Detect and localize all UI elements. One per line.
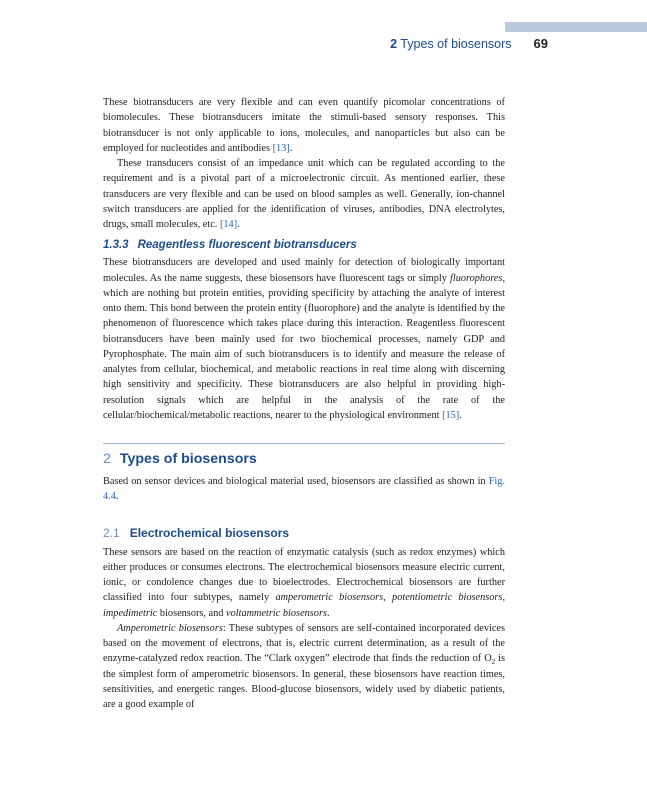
subsection-title: Reagentless fluorescent biotransducers: [137, 239, 357, 252]
subsection-number: 1.3.3: [103, 239, 129, 252]
subsection-heading: [103, 238, 505, 252]
section-title: Types of biosensors: [119, 451, 257, 467]
paragraph: These biotransducers are very flexible and can even quantify picomolar concentrations of biomolecules. These biotransducers imitate the stimuli-based sensory responses. This biotransducer is not only applicable to ions, molecules, and nanoparticles but also can be employed for nucleotides and antibodies [13].: [103, 97, 505, 154]
chapter-title: Types of biosensors: [400, 37, 512, 51]
citation-link[interactable]: [14]: [219, 219, 238, 230]
paragraph: Based on sensor devices and biological material used, biosensors are classified as shown in Fig. 4.4.: [103, 476, 505, 503]
paragraph: These biotransducers are developed and used mainly for detection of biologically important molecules. As the name suggests, these biosensors have fluorescent tags or simply fluorophores, which are nothing but protein entities, providing specificity by attaching the analyte of interest onto them. This bond between the protein entity (fluorophore) and the analyte is identified by the phenomenon of fluorescence which takes place during this interaction. Reagentless fluorescent biotransducers have been mainly used for two biochemical processes, namely GDP and Pyrophosphate. The main aim of such biotransducers is to identify and measure the release of analytes from cellular, biochemical, and metabolic reactions in real time along with discerning high sensitivity and specificity. These biotransducers are also helpful in providing high-resolution signals which are helpful in the analysis of the rate of the cellular/biochemical/metabolic reactions, nearer to the physiological environment [15].: [103, 257, 506, 421]
italic-term: potentiometric biosensors: [392, 592, 503, 604]
paragraph-text: is the simplest form of amperometric biosensors. In general, these biosensors have reaction times, sensitivities, and energetic ranges. Blood-glucose biosensors, widely used by diabetic patients, are a good example of: [103, 653, 505, 710]
chapter-number: 2: [390, 37, 398, 51]
italic-term: voltammetric biosensors: [226, 607, 327, 619]
paragraph-text: , which are nothing but protein entities, providing specificity by attaching the analyte of interest onto them. This bond between the protein entity (fluorophore) and the analyte is identified by the phenomenon of fluorescence which takes place during this interaction. Reagentless fluorescent biotransducers have been mainly used for two biochemical processes, namely GDP and Pyrophosphate. The main aim of such biotransducers is to identify and measure the release of analytes from cellular, biochemical, and metabolic reactions in real time along with discerning high sensitivity and specificity. These biotransducers are also helpful in providing high-resolution signals which are helpful in the analysis of the rate of the cellular/biochemical/metabolic reactions, nearer to the physiological environment: [103, 272, 506, 421]
paragraph-text: biosensors, and: [159, 607, 224, 619]
figure-link[interactable]: Fig. 4.4: [103, 476, 505, 503]
paragraph-text: These biotransducers are very flexible and can even quantify picomolar concentrations of biomolecules. These biotransducers imitate the stimuli-based sensory responses. This biotransducer is not only applicable to ions, molecules, and nanoparticles but also can be employed for nucleotides and antibodies: [103, 97, 505, 154]
paragraph: [103, 621, 505, 713]
paragraph-text: These sensors are based on the reaction of enzymatic catalysis (such as redox enzymes) which either produces or consumes electrons. The electrochemical biosensors measure electric current, ionic, or condolence changes due to bioelectrodes. Electrochemical biosensors are further classified into four subtypes, namely: [103, 546, 505, 604]
citation-link[interactable]: [13]: [272, 142, 290, 154]
italic-term: impedimetric: [103, 607, 158, 619]
italic-term: Amperometric biosensors: [117, 622, 223, 634]
citation-link[interactable]: [15]: [442, 409, 460, 421]
subsection-number: 2.1: [103, 525, 120, 540]
paragraph: These sensors are based on the reaction of enzymatic catalysis (such as redox enzymes) which either produces or consumes electrons. The electrochemical biosensors measure electric current, ionic, or condolence changes due to bioelectrodes. Electrochemical biosensors are further classified into four subtypes, namely amperometric biosensors, potentiometric biosensors, impedimetric biosensors, and voltammetric biosensors.: [103, 546, 506, 619]
paragraph-text: These biotransducers are developed and used mainly for detection of biologically important molecules. As the name suggests, these biosensors have fluorescent tags or simply: [103, 257, 505, 284]
subscript: 2: [491, 658, 496, 667]
header-accent-bar: [505, 22, 647, 32]
subsection-heading: [103, 525, 505, 541]
running-head: [390, 37, 511, 51]
page-body: [103, 95, 505, 712]
italic-term: fluorophores: [449, 272, 503, 284]
section-number: 2: [103, 451, 111, 467]
paragraph-text: Based on sensor devices and biological material used, biosensors are classified as shown in: [103, 476, 486, 487]
paragraph-text: These transducers consist of an impedance unit which can be regulated according to the requirement and is a pivotal part of a microelectronic circuit. As mentioned earlier, these transducers are very flexible and can be used on blood samples as well. Generally, ion-channel switch transducers are applied for the identification of viruses, antibodies, DNA electrolytes, drugs, small molecules, etc.: [103, 158, 505, 230]
italic-term: amperometric biosensors: [275, 592, 384, 604]
paragraph-text: : These subtypes of sensors are self-contained incorporated devices based on the movement of electrons, that is, electric current determination, as a result of the enzyme-catalyzed redox reaction. The “Clark oxygen” electrode that finds the reduction of O: [103, 622, 506, 665]
page-number: 69: [533, 36, 548, 51]
section-heading: [103, 450, 505, 468]
section-divider: [103, 443, 505, 444]
subsection-title: Electrochemical biosensors: [129, 525, 290, 540]
paragraph: These transducers consist of an impedance unit which can be regulated according to the requirement and is a pivotal part of a microelectronic circuit. As mentioned earlier, these transducers are very flexible and can be used on blood samples as well. Generally, ion-channel switch transducers are applied for the identification of viruses, antibodies, DNA electrolytes, drugs, small molecules, etc. [14].: [103, 158, 505, 230]
running-header: [0, 36, 548, 54]
